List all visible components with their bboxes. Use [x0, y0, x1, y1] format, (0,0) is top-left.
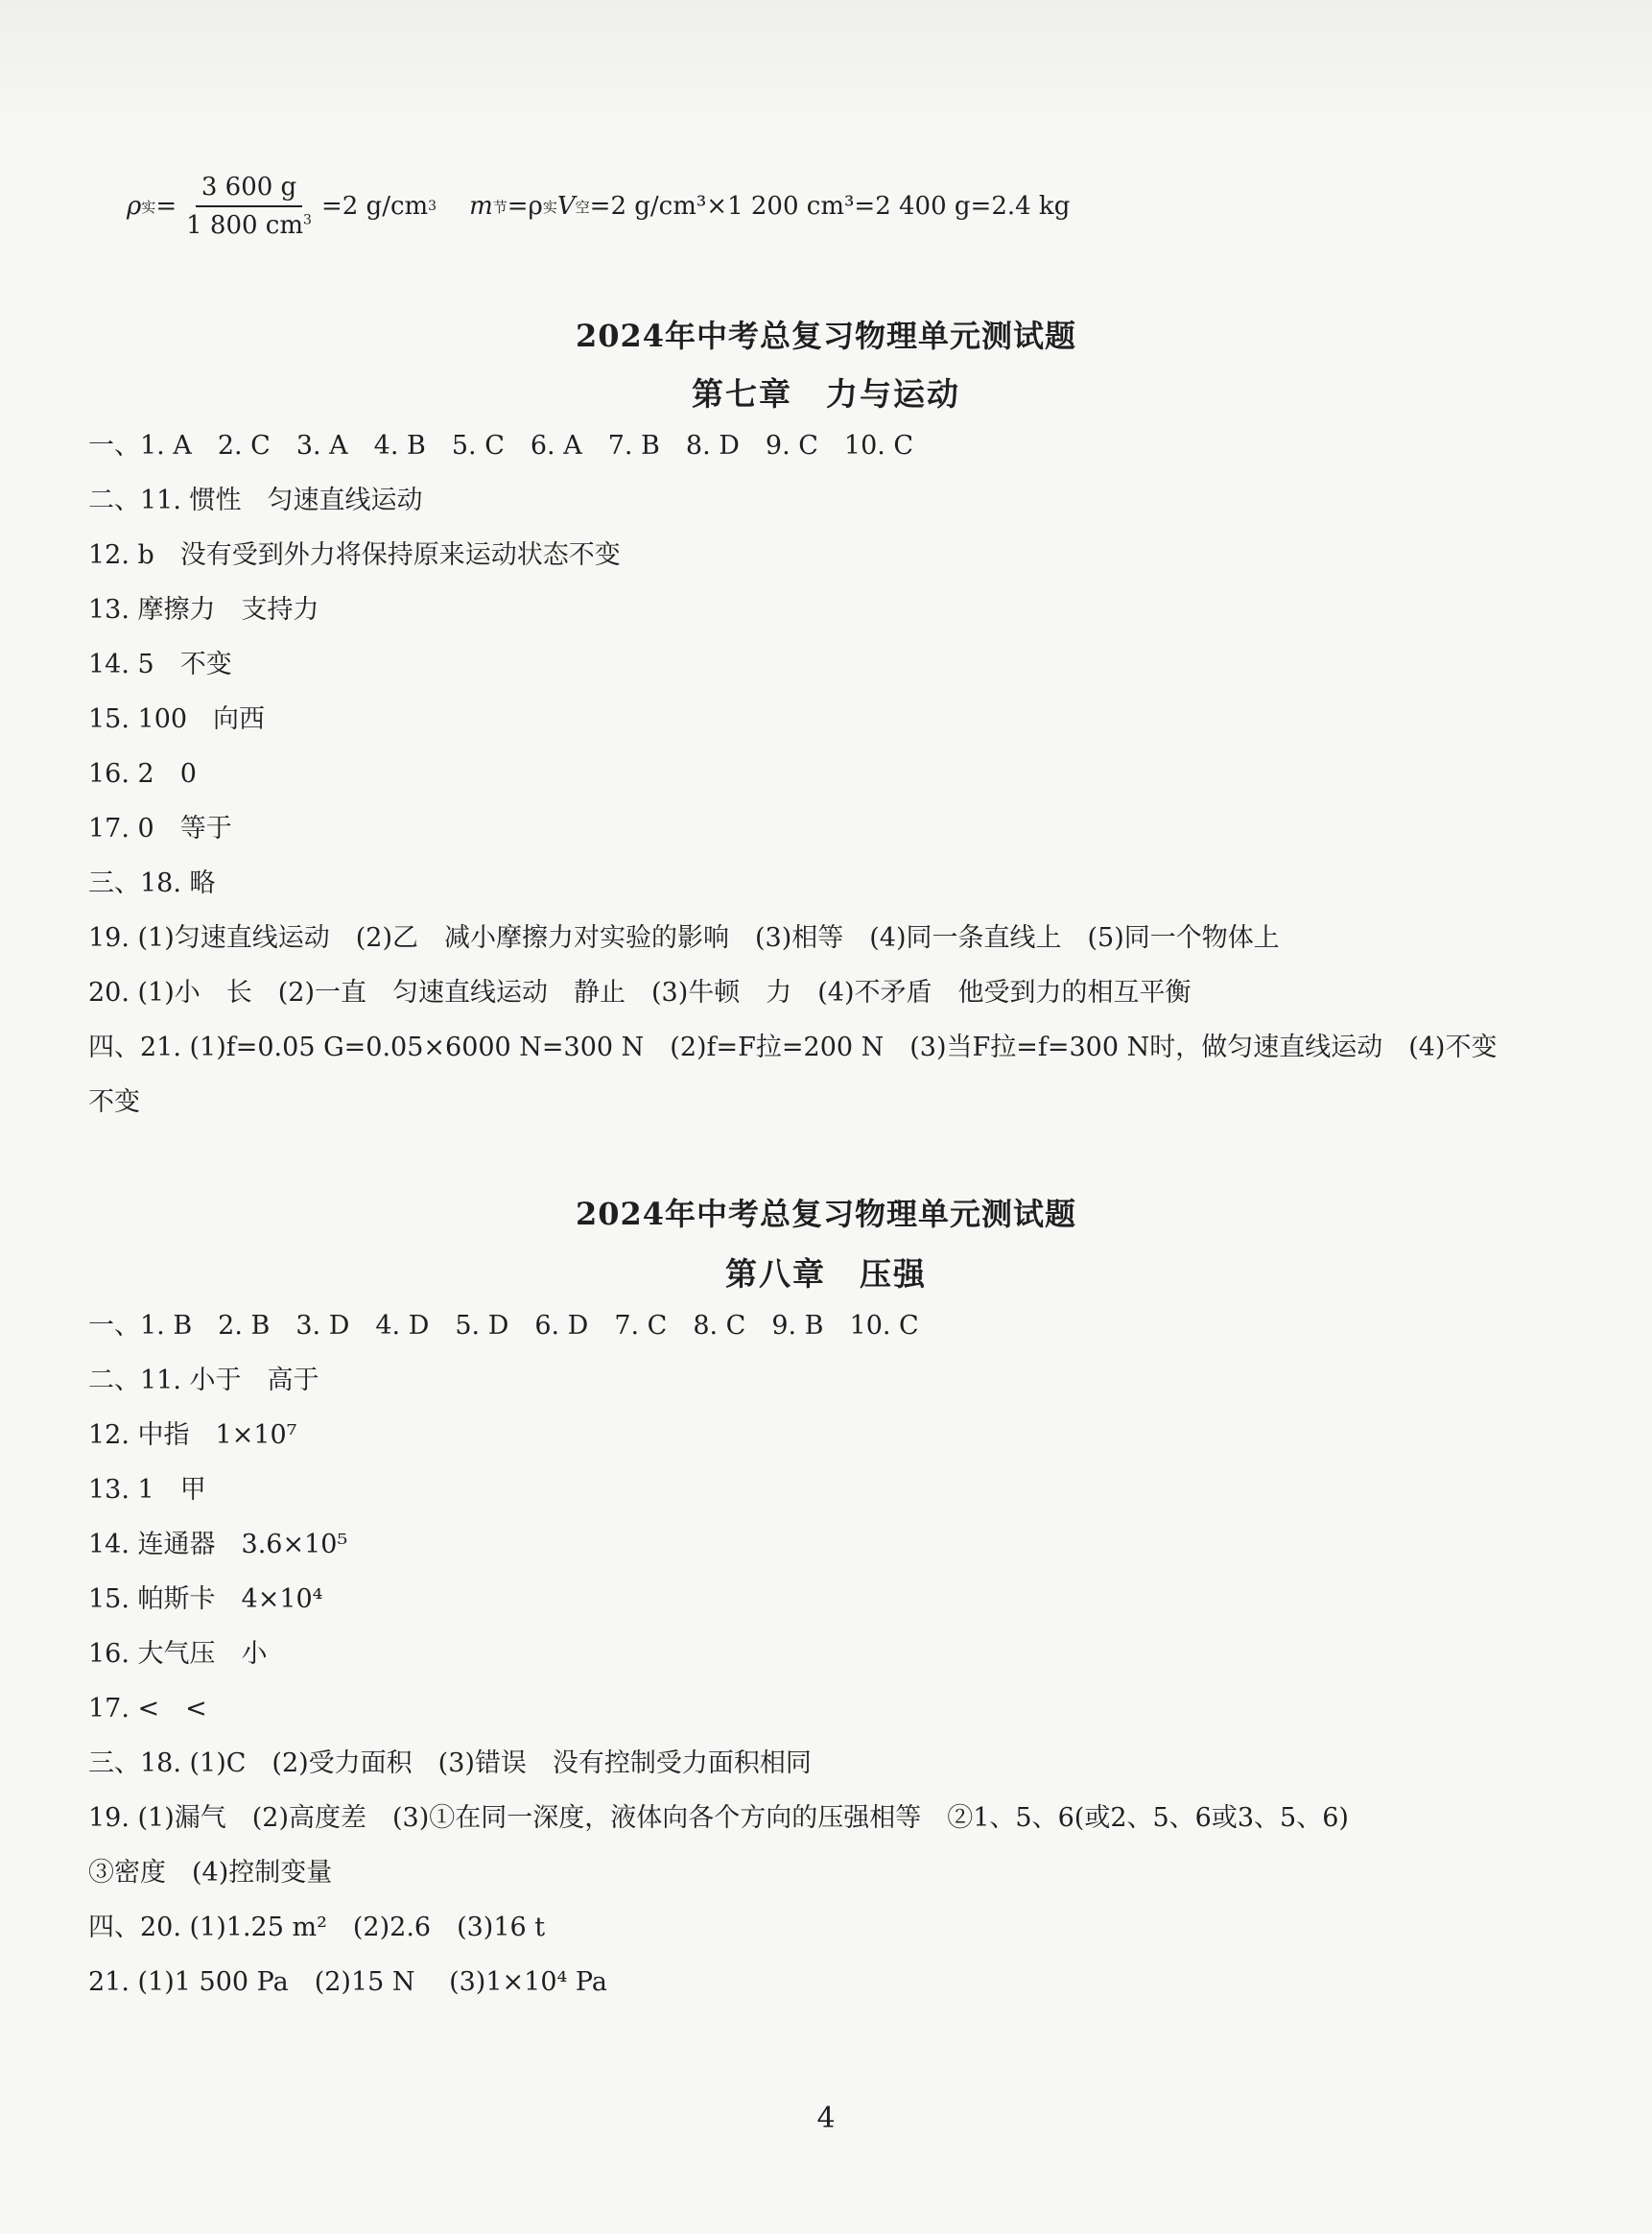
s8-line-11: ③密度 (4)控制变量: [88, 1858, 333, 1888]
s7-line-8: 17. 0 等于: [88, 814, 232, 844]
s8-line-13: 21. (1)1 500 Pa (2)15 N (3)1×10⁴ Pa: [88, 1967, 607, 1997]
mass-symbol: m: [469, 192, 493, 221]
s8-line-3: 12. 中指 1×10⁷: [88, 1420, 297, 1450]
s7-line-9: 三、18. 略: [88, 868, 216, 898]
density-fraction: [180, 173, 318, 240]
page-number: 4: [816, 2102, 836, 2135]
denominator-value: 1 800 cm: [186, 211, 304, 240]
fraction-denominator: [180, 207, 318, 240]
rho-subscript: 实: [141, 198, 156, 216]
s8-line-8: 17. < <: [88, 1694, 207, 1723]
section8-chapter: 第八章 压强: [725, 1255, 927, 1293]
fraction-numerator: 3 600 g: [196, 173, 302, 207]
s8-line-6: 15. 帕斯卡 4×10⁴: [88, 1584, 323, 1614]
s7-line-2: 二、11. 惯性 匀速直线运动: [88, 486, 423, 515]
s8-line-2: 二、11. 小于 高于: [88, 1366, 319, 1395]
mass-result: =2 g/cm³×1 200 cm³=2 400 g=2.4 kg: [589, 192, 1071, 221]
mass-eq-rho: =ρ: [507, 192, 543, 221]
s7-line-6: 15. 100 向西: [88, 704, 266, 734]
mass-subscript: 节: [492, 198, 507, 216]
s8-line-10: 19. (1)漏气 (2)高度差 (3)①在同一深度，液体向各个方向的压强相等 ②1、5、6(或2、5、6或3、5、6): [88, 1803, 1349, 1833]
s7-line-4: 13. 摩擦力 支持力: [88, 595, 319, 625]
s8-line-9: 三、18. (1)C (2)受力面积 (3)错误 没有控制受力面积相同: [88, 1748, 812, 1778]
s7-line-7: 16. 2 0: [88, 759, 197, 789]
section7-title: 2024年中考总复习物理单元测试题: [575, 318, 1077, 354]
density-result-exponent: 3: [428, 199, 437, 214]
s7-line-5: 14. 5 不变: [88, 650, 232, 679]
s7-line-13: 不变: [88, 1087, 140, 1117]
section7-chapter: 第七章 力与运动: [692, 375, 960, 413]
s8-line-1: 一、1. B 2. B 3. D 4. D 5. D 6. D 7. C 8. C 9. B 10. C: [88, 1311, 919, 1341]
density-formula: ρ 实 = $\frac{3 600 g}{1 800 cm^3}$ =2 g/cm 3 m 节 =ρ 实 V 空 =2 g/cm³×1 200 cm³=2 400 g=2.4 kg: [127, 173, 1071, 240]
s8-line-7: 16. 大气压 小: [88, 1639, 268, 1669]
rho-symbol: ρ: [127, 192, 142, 221]
section8-title: 2024年中考总复习物理单元测试题: [575, 1196, 1077, 1232]
volume-symbol: V: [556, 192, 576, 221]
s7-line-12: 四、21. (1)f=0.05 G=0.05×6000 N=300 N (2)f=F拉=200 N (3)当F拉=f=300 N时，做匀速直线运动 (4)不变: [88, 1033, 1498, 1062]
s8-line-5: 14. 连通器 3.6×10⁵: [88, 1530, 348, 1559]
s7-line-3: 12. b 没有受到外力将保持原来运动状态不变: [88, 540, 621, 570]
rho-subscript-2: 实: [542, 198, 557, 216]
s8-line-12: 四、20. (1)1.25 m² (2)2.6 (3)16 t: [88, 1913, 546, 1942]
denominator-exponent: 3: [303, 212, 312, 228]
s8-line-4: 13. 1 甲: [88, 1475, 206, 1505]
density-result: =2 g/cm: [320, 192, 429, 221]
s7-line-11: 20. (1)小 长 (2)一直 匀速直线运动 静止 (3)牛顿 力 (4)不矛盾 他受到力的相互平衡: [88, 978, 1192, 1008]
scan-shadow-band: [0, 0, 1652, 144]
s7-line-1: 一、1. A 2. C 3. A 4. B 5. C 6. A 7. B 8. D 9. C 10. C: [88, 431, 914, 461]
volume-subscript: 空: [575, 198, 590, 216]
s7-line-10: 19. (1)匀速直线运动 (2)乙 减小摩擦力对实验的影响 (3)相等 (4)同一条直线上 (5)同一个物体上: [88, 923, 1280, 953]
